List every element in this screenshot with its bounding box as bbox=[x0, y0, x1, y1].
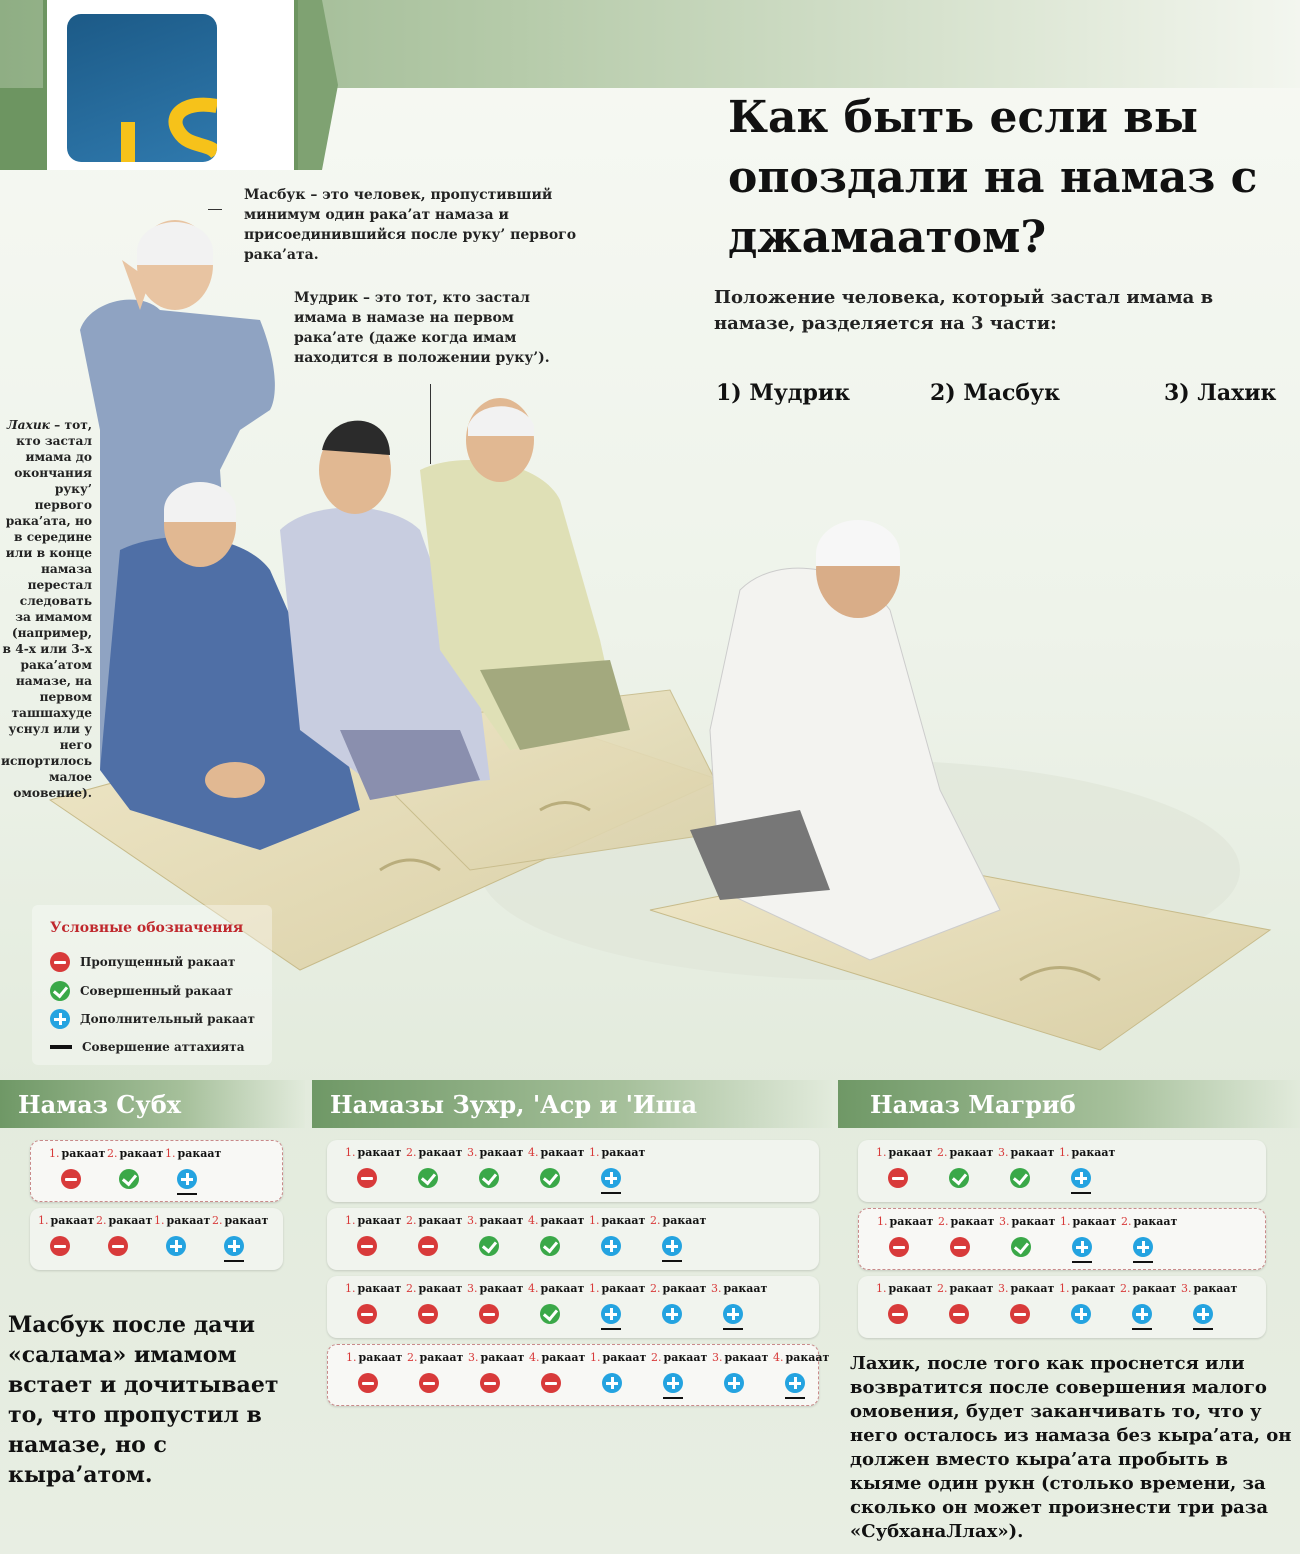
rakaat-number: 1. bbox=[165, 1147, 176, 1160]
rakaat-label bbox=[528, 1214, 584, 1227]
rakaat-cell bbox=[934, 1209, 996, 1265]
note-lahik bbox=[0, 417, 92, 801]
rakaat-label bbox=[650, 1282, 706, 1295]
rakaat-label bbox=[1059, 1146, 1115, 1159]
rakaat-label bbox=[107, 1147, 163, 1160]
maghrib-card-3 bbox=[858, 1276, 1266, 1338]
rakaat-word: ракаат bbox=[1010, 1146, 1055, 1159]
extra-rakaat-icon bbox=[602, 1373, 622, 1393]
rakaat-number: 2. bbox=[938, 1215, 949, 1228]
rakaat-word: ракаат bbox=[166, 1214, 211, 1227]
rakaat-label bbox=[406, 1214, 462, 1227]
completed-rakaat-icon bbox=[479, 1168, 499, 1188]
legend-label: Совершение аттахията bbox=[82, 1040, 245, 1054]
rakaat-label bbox=[773, 1351, 829, 1364]
rakaat-word: ракаат bbox=[949, 1146, 994, 1159]
tashahhud-mark bbox=[1072, 1261, 1092, 1263]
imam-figure bbox=[690, 520, 1000, 960]
extra-rakaat-icon bbox=[662, 1304, 682, 1324]
rakaat-label bbox=[589, 1214, 645, 1227]
rakaat-cell bbox=[464, 1345, 526, 1401]
extra-rakaat-icon bbox=[224, 1236, 244, 1256]
rakaat-word: ракаат bbox=[602, 1351, 647, 1364]
rakaat-number: 4. bbox=[773, 1351, 784, 1364]
rakaat-word: ракаат bbox=[358, 1351, 403, 1364]
missed-rakaat-icon bbox=[541, 1373, 561, 1393]
rakaat-cell bbox=[708, 1345, 770, 1401]
rakaat-number: 2. bbox=[406, 1282, 417, 1295]
rakaat-number: 1. bbox=[589, 1146, 600, 1159]
legend-extra bbox=[50, 1009, 255, 1029]
rakaat-word: ракаат bbox=[541, 1351, 586, 1364]
logo bbox=[67, 14, 217, 162]
extra-rakaat-icon bbox=[166, 1236, 186, 1256]
subh-card-1 bbox=[30, 1140, 283, 1202]
rakaat-word: ракаат bbox=[480, 1351, 525, 1364]
rakaat-cell bbox=[1177, 1276, 1239, 1332]
section-subh: Намаз Субх bbox=[0, 1080, 305, 1128]
legend-label: Пропущенный ракаат bbox=[80, 955, 236, 969]
rakaat-number: 3. bbox=[711, 1282, 722, 1295]
rakaat-label bbox=[528, 1282, 584, 1295]
rakaat-word: ракаат bbox=[479, 1146, 524, 1159]
note-mudrik: Мудрик – это тот, кто застал имама в намазе на первом рака’ате (даже когда имам находится в положении руку’). bbox=[294, 290, 550, 366]
rakaat-number: 1. bbox=[877, 1215, 888, 1228]
missed-rakaat-icon bbox=[480, 1373, 500, 1393]
rakaat-cell bbox=[994, 1140, 1056, 1196]
extra-rakaat-icon bbox=[601, 1304, 621, 1324]
rakaat-label bbox=[165, 1147, 221, 1160]
missed-rakaat-icon bbox=[357, 1168, 377, 1188]
rakaat-word: ракаат bbox=[1010, 1282, 1055, 1295]
rakaat-number: 2. bbox=[650, 1214, 661, 1227]
rakaat-word: ракаат bbox=[224, 1214, 269, 1227]
rakaat-label bbox=[877, 1215, 933, 1228]
rakaat-word: ракаат bbox=[479, 1282, 524, 1295]
page-title: Как быть если вы опоздали на намаз с джамаатом? bbox=[728, 92, 1258, 263]
rakaat-label bbox=[998, 1146, 1054, 1159]
rakaat-cell bbox=[402, 1276, 464, 1332]
rakaat-word: ракаат bbox=[950, 1215, 995, 1228]
part-masbuk: 2) Масбук bbox=[930, 380, 1061, 406]
rakaat-word: ракаат bbox=[177, 1147, 222, 1160]
rakaat-number: 1. bbox=[49, 1147, 60, 1160]
rakaat-label bbox=[212, 1214, 268, 1227]
rakaat-word: ракаат bbox=[1011, 1215, 1056, 1228]
rakaat-label bbox=[345, 1282, 401, 1295]
intro-text: Положение человека, который застал имама в намазе, разделяется на 3 части: bbox=[714, 287, 1214, 334]
rakaat-word: ракаат bbox=[418, 1146, 463, 1159]
rakaat-number: 3. bbox=[467, 1214, 478, 1227]
tashahhud-mark bbox=[662, 1260, 682, 1262]
rakaat-label bbox=[590, 1351, 646, 1364]
rakaat-cell bbox=[341, 1208, 403, 1264]
rakaat-label bbox=[1059, 1282, 1115, 1295]
masbuk-summary: Масбук после дачи «салама» имамом встает и дочитывает то, что пропустил в намазе, но с кыра’атом. bbox=[8, 1312, 279, 1488]
rakaat-label bbox=[651, 1351, 707, 1364]
tashahhud-mark bbox=[1133, 1261, 1153, 1263]
rakaat-number: 1. bbox=[589, 1282, 600, 1295]
rakaat-label bbox=[346, 1351, 402, 1364]
tashahhud-mark bbox=[224, 1260, 244, 1262]
legend-label: Совершенный ракаат bbox=[80, 984, 233, 998]
rakaat-number: 2. bbox=[651, 1351, 662, 1364]
zuhr-card-2 bbox=[327, 1208, 819, 1270]
rakaat-label bbox=[467, 1282, 523, 1295]
rakaat-number: 4. bbox=[528, 1282, 539, 1295]
rakaat-cell bbox=[402, 1208, 464, 1264]
rakaat-number: 1. bbox=[876, 1146, 887, 1159]
rakaat-label bbox=[407, 1351, 463, 1364]
dash-icon bbox=[50, 1045, 72, 1049]
legend-done bbox=[50, 981, 233, 1001]
rakaat-number: 3. bbox=[998, 1146, 1009, 1159]
completed-rakaat-icon bbox=[540, 1304, 560, 1324]
rakaat-cell bbox=[769, 1345, 831, 1401]
rakaat-word: ракаат bbox=[662, 1214, 707, 1227]
lahik-term: Лахик bbox=[6, 418, 50, 432]
extra-rakaat-icon bbox=[601, 1236, 621, 1256]
missed-rakaat-icon bbox=[949, 1304, 969, 1324]
rakaat-cell bbox=[933, 1276, 995, 1332]
rakaat-label bbox=[1181, 1282, 1237, 1295]
rakaat-label bbox=[589, 1146, 645, 1159]
rakaat-word: ракаат bbox=[1071, 1282, 1116, 1295]
rakaat-number: 2. bbox=[650, 1282, 661, 1295]
missed-rakaat-icon bbox=[418, 1304, 438, 1324]
plus-icon bbox=[50, 1009, 70, 1029]
rakaat-cell bbox=[525, 1345, 587, 1401]
completed-rakaat-icon bbox=[1011, 1237, 1031, 1257]
rakaat-word: ракаат bbox=[601, 1214, 646, 1227]
rakaat-number: 1. bbox=[345, 1214, 356, 1227]
missed-rakaat-icon bbox=[419, 1373, 439, 1393]
rakaat-cell bbox=[463, 1208, 525, 1264]
rakaat-cell bbox=[585, 1276, 647, 1332]
extra-rakaat-icon bbox=[663, 1373, 683, 1393]
extra-rakaat-icon bbox=[785, 1373, 805, 1393]
missed-rakaat-icon bbox=[1010, 1304, 1030, 1324]
rakaat-label bbox=[998, 1282, 1054, 1295]
rakaat-cell bbox=[872, 1276, 934, 1332]
rakaat-number: 2. bbox=[1121, 1215, 1132, 1228]
rakaat-label bbox=[937, 1146, 993, 1159]
rakaat-number: 2. bbox=[1120, 1282, 1131, 1295]
completed-rakaat-icon bbox=[119, 1169, 139, 1189]
rakaat-label bbox=[345, 1214, 401, 1227]
rakaat-number: 2. bbox=[96, 1214, 107, 1227]
part-lahik: 3) Лахик bbox=[1164, 380, 1277, 406]
rakaat-number: 2. bbox=[937, 1146, 948, 1159]
extra-rakaat-icon bbox=[1071, 1168, 1091, 1188]
rakaat-word: ракаат bbox=[50, 1214, 95, 1227]
note-masbuk: Масбук – это человек, пропустивший минимум один рака’ат намаза и присоединившийся после руку’ первого рака’ата. bbox=[244, 187, 577, 263]
rakaat-word: ракаат bbox=[357, 1146, 402, 1159]
rakaat-word: ракаат bbox=[663, 1351, 708, 1364]
section-maghrib: Намаз Магриб bbox=[838, 1080, 1300, 1128]
rakaat-word: ракаат bbox=[1133, 1215, 1178, 1228]
rakaat-cell bbox=[150, 1208, 212, 1264]
minus-icon bbox=[50, 952, 70, 972]
rakaat-word: ракаат bbox=[785, 1351, 830, 1364]
extra-rakaat-icon bbox=[724, 1373, 744, 1393]
rakaat-number: 3. bbox=[468, 1351, 479, 1364]
tashahhud-mark bbox=[1071, 1192, 1091, 1194]
rakaat-label bbox=[1121, 1215, 1177, 1228]
rakaat-cell bbox=[995, 1209, 1057, 1265]
rakaat-cell bbox=[524, 1276, 586, 1332]
extra-rakaat-icon bbox=[723, 1304, 743, 1324]
extra-rakaat-icon bbox=[177, 1169, 197, 1189]
maghrib-card-2 bbox=[858, 1208, 1266, 1270]
legend-label: Дополнительный ракаат bbox=[80, 1012, 255, 1026]
rakaat-label bbox=[589, 1282, 645, 1295]
rakaat-word: ракаат bbox=[601, 1282, 646, 1295]
rakaat-cell bbox=[1056, 1209, 1118, 1265]
rakaat-cell bbox=[873, 1209, 935, 1265]
subh-card-2 bbox=[30, 1208, 283, 1270]
rakaat-cell bbox=[463, 1140, 525, 1196]
tashahhud-mark bbox=[663, 1397, 683, 1399]
rakaat-word: ракаат bbox=[61, 1147, 106, 1160]
rakaat-cell bbox=[342, 1345, 404, 1401]
rakaat-label bbox=[49, 1147, 105, 1160]
rakaat-word: ракаат bbox=[949, 1282, 994, 1295]
rakaat-label bbox=[712, 1351, 768, 1364]
missed-rakaat-icon bbox=[61, 1169, 81, 1189]
rakaat-cell bbox=[585, 1140, 647, 1196]
rakaat-number: 2. bbox=[107, 1147, 118, 1160]
rakaat-number: 4. bbox=[529, 1351, 540, 1364]
rakaat-word: ракаат bbox=[888, 1282, 933, 1295]
zuhr-card-1 bbox=[327, 1140, 819, 1202]
tashahhud-mark bbox=[177, 1193, 197, 1195]
tashahhud-mark bbox=[785, 1397, 805, 1399]
rakaat-cell bbox=[463, 1276, 525, 1332]
extra-rakaat-icon bbox=[1071, 1304, 1091, 1324]
rakaat-word: ракаат bbox=[888, 1146, 933, 1159]
completed-rakaat-icon bbox=[418, 1168, 438, 1188]
missed-rakaat-icon bbox=[889, 1237, 909, 1257]
rakaat-label bbox=[468, 1351, 524, 1364]
rakaat-number: 1. bbox=[345, 1146, 356, 1159]
extra-rakaat-icon bbox=[1072, 1237, 1092, 1257]
rakaat-label bbox=[467, 1146, 523, 1159]
missed-rakaat-icon bbox=[418, 1236, 438, 1256]
zuhr-card-3 bbox=[327, 1276, 819, 1338]
rakaat-cell bbox=[524, 1208, 586, 1264]
rakaat-word: ракаат bbox=[540, 1282, 585, 1295]
section-zuhr: Намазы Зухр, 'Аср и 'Иша bbox=[312, 1080, 832, 1128]
tashahhud-mark bbox=[601, 1192, 621, 1194]
rakaat-label bbox=[529, 1351, 585, 1364]
rakaat-word: ракаат bbox=[1072, 1215, 1117, 1228]
rakaat-label bbox=[999, 1215, 1055, 1228]
rakaat-label bbox=[876, 1282, 932, 1295]
rakaat-label bbox=[406, 1146, 462, 1159]
tashahhud-mark bbox=[1132, 1328, 1152, 1330]
rakaat-number: 3. bbox=[712, 1351, 723, 1364]
rakaat-number: 3. bbox=[1181, 1282, 1192, 1295]
rakaat-number: 4. bbox=[528, 1214, 539, 1227]
rakaat-number: 1. bbox=[154, 1214, 165, 1227]
rakaat-cell bbox=[208, 1208, 270, 1264]
rakaat-number: 1. bbox=[589, 1214, 600, 1227]
rakaat-label bbox=[938, 1215, 994, 1228]
rakaat-label bbox=[345, 1146, 401, 1159]
rakaat-number: 4. bbox=[528, 1146, 539, 1159]
rakaat-label bbox=[876, 1146, 932, 1159]
rakaat-cell bbox=[646, 1208, 708, 1264]
completed-rakaat-icon bbox=[540, 1236, 560, 1256]
rakaat-word: ракаат bbox=[1193, 1282, 1238, 1295]
rakaat-word: ракаат bbox=[119, 1147, 164, 1160]
rakaat-cell bbox=[1116, 1276, 1178, 1332]
missed-rakaat-icon bbox=[357, 1236, 377, 1256]
extra-rakaat-icon bbox=[601, 1168, 621, 1188]
rakaat-number: 3. bbox=[467, 1282, 478, 1295]
rakaat-cell bbox=[872, 1140, 934, 1196]
header-band-left bbox=[0, 88, 43, 170]
tashahhud-mark bbox=[1193, 1328, 1213, 1330]
rakaat-word: ракаат bbox=[418, 1214, 463, 1227]
rakaat-word: ракаат bbox=[662, 1282, 707, 1295]
rakaat-word: ракаат bbox=[724, 1351, 769, 1364]
rakaat-cell bbox=[161, 1141, 223, 1197]
rakaat-cell bbox=[403, 1345, 465, 1401]
rakaat-cell bbox=[994, 1276, 1056, 1332]
completed-rakaat-icon bbox=[1010, 1168, 1030, 1188]
rakaat-cell bbox=[1055, 1276, 1117, 1332]
extra-rakaat-icon bbox=[1193, 1304, 1213, 1324]
lahik-text: – тот, кто застал имама до окончания руку’ первого рака’ата, но в середине или в конце намаза перестал следовать за имамом (например, в 4-х или 3-х рака’атом намазе, на первом ташшахуде уснул или у него испортилось малое омовение). bbox=[0, 418, 92, 800]
missed-rakaat-icon bbox=[108, 1236, 128, 1256]
rakaat-number: 2. bbox=[212, 1214, 223, 1227]
rakaat-word: ракаат bbox=[889, 1215, 934, 1228]
rakaat-word: ракаат bbox=[357, 1214, 402, 1227]
rakaat-number: 3. bbox=[999, 1215, 1010, 1228]
rakaat-word: ракаат bbox=[419, 1351, 464, 1364]
rakaat-label bbox=[96, 1214, 152, 1227]
rakaat-label bbox=[528, 1146, 584, 1159]
rakaat-label bbox=[937, 1282, 993, 1295]
rakaat-label bbox=[650, 1214, 706, 1227]
extra-rakaat-icon bbox=[662, 1236, 682, 1256]
arrow-mudrik bbox=[430, 384, 431, 464]
zuhr-card-4 bbox=[327, 1344, 830, 1406]
rakaat-number: 3. bbox=[467, 1146, 478, 1159]
rakaat-word: ракаат bbox=[540, 1214, 585, 1227]
rakaat-number: 1. bbox=[876, 1282, 887, 1295]
rakaat-word: ракаат bbox=[540, 1146, 585, 1159]
arrow-masbuk bbox=[208, 209, 222, 210]
rakaat-cell bbox=[402, 1140, 464, 1196]
extra-rakaat-icon bbox=[1132, 1304, 1152, 1324]
rakaat-cell bbox=[586, 1345, 648, 1401]
rakaat-word: ракаат bbox=[1071, 1146, 1116, 1159]
rakaat-word: ракаат bbox=[601, 1146, 646, 1159]
rakaat-cell bbox=[341, 1276, 403, 1332]
rakaat-cell bbox=[92, 1208, 154, 1264]
rakaat-label bbox=[1120, 1282, 1176, 1295]
rakaat-label bbox=[1060, 1215, 1116, 1228]
rakaat-cell bbox=[341, 1140, 403, 1196]
rakaat-cell bbox=[707, 1276, 769, 1332]
rakaat-cell bbox=[103, 1141, 165, 1197]
legend-missed bbox=[50, 952, 235, 972]
rakaat-word: ракаат bbox=[418, 1282, 463, 1295]
rakaat-word: ракаат bbox=[479, 1214, 524, 1227]
rakaat-cell bbox=[933, 1140, 995, 1196]
rakaat-cell bbox=[34, 1208, 96, 1264]
rakaat-cell bbox=[646, 1276, 708, 1332]
rakaat-cell bbox=[45, 1141, 107, 1197]
missed-rakaat-icon bbox=[950, 1237, 970, 1257]
rakaat-number: 1. bbox=[38, 1214, 49, 1227]
rakaat-word: ракаат bbox=[357, 1282, 402, 1295]
rakaat-number: 3. bbox=[998, 1282, 1009, 1295]
rakaat-number: 1. bbox=[1059, 1282, 1070, 1295]
rakaat-cell bbox=[524, 1140, 586, 1196]
completed-rakaat-icon bbox=[479, 1236, 499, 1256]
rakaat-number: 2. bbox=[406, 1146, 417, 1159]
missed-rakaat-icon bbox=[888, 1168, 908, 1188]
rakaat-word: ракаат bbox=[723, 1282, 768, 1295]
tashahhud-mark bbox=[723, 1328, 743, 1330]
rakaat-number: 1. bbox=[1060, 1215, 1071, 1228]
extra-rakaat-icon bbox=[1133, 1237, 1153, 1257]
rakaat-number: 2. bbox=[406, 1214, 417, 1227]
rakaat-label bbox=[467, 1214, 523, 1227]
missed-rakaat-icon bbox=[479, 1304, 499, 1324]
part-mudrik: 1) Мудрик bbox=[716, 380, 851, 406]
rakaat-word: ракаат bbox=[1132, 1282, 1177, 1295]
rakaat-number: 1. bbox=[345, 1282, 356, 1295]
rakaat-number: 2. bbox=[407, 1351, 418, 1364]
rakaat-word: ракаат bbox=[108, 1214, 153, 1227]
rakaat-number: 2. bbox=[937, 1282, 948, 1295]
completed-rakaat-icon bbox=[540, 1168, 560, 1188]
lahik-summary: Лахик, после того как проснется или возвратится после совершения малого омовения, будет заканчивать то, что у него осталось из намаза без кыра’ата, он должен вместо кыра’ата пробыть в кыяме один рукн (столько времени, за сколько он может произнести три раза «СубханаЛлах»). bbox=[850, 1353, 1292, 1542]
legend-title: Условные обозначения bbox=[50, 920, 244, 936]
rakaat-label bbox=[154, 1214, 210, 1227]
rakaat-number: 1. bbox=[346, 1351, 357, 1364]
rakaat-number: 1. bbox=[590, 1351, 601, 1364]
tashahhud-mark bbox=[601, 1328, 621, 1330]
maghrib-card-1 bbox=[858, 1140, 1266, 1202]
rakaat-cell bbox=[585, 1208, 647, 1264]
rakaat-label bbox=[38, 1214, 94, 1227]
legend-tashahhud bbox=[50, 1040, 245, 1054]
rakaat-cell bbox=[647, 1345, 709, 1401]
missed-rakaat-icon bbox=[358, 1373, 378, 1393]
check-icon bbox=[50, 981, 70, 1001]
crescent-logo-icon bbox=[67, 14, 217, 162]
rakaat-label bbox=[406, 1282, 462, 1295]
missed-rakaat-icon bbox=[357, 1304, 377, 1324]
missed-rakaat-icon bbox=[888, 1304, 908, 1324]
completed-rakaat-icon bbox=[949, 1168, 969, 1188]
rakaat-cell bbox=[1117, 1209, 1179, 1265]
rakaat-cell bbox=[1055, 1140, 1117, 1196]
rakaat-number: 1. bbox=[1059, 1146, 1070, 1159]
missed-rakaat-icon bbox=[50, 1236, 70, 1256]
rakaat-label bbox=[711, 1282, 767, 1295]
